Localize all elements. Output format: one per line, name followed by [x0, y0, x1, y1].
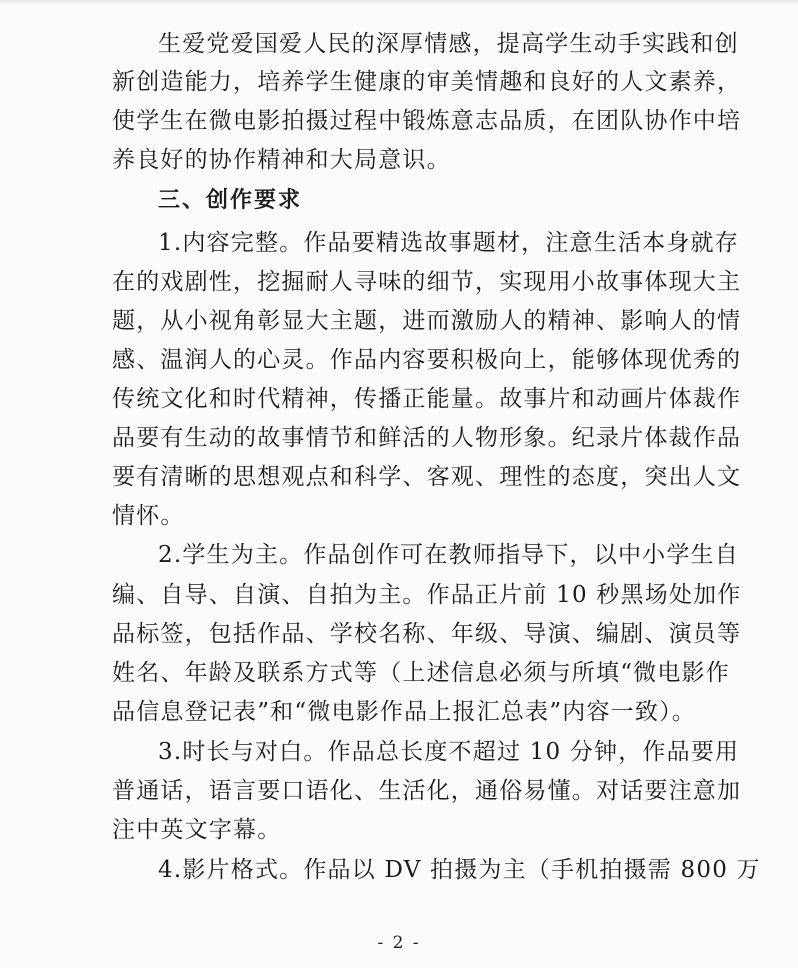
text-line: 2.学生为主。作品创作可在教师指导下，以中小学生自	[158, 542, 739, 568]
text-line: 品要有生动的故事情节和鲜活的人物形象。纪录片体裁作品	[112, 425, 742, 451]
text-line: 题，从小视角彰显大主题，进而激励人的精神、影响人的情	[112, 308, 742, 334]
text-line: 普通话，语言要口语化、生活化，通俗易懂。对话要注意加	[112, 778, 742, 804]
text-line: 情怀。	[112, 503, 185, 529]
text-line: 养良好的协作精神和大局意识。	[112, 147, 451, 173]
text-line: 品信息登记表”和“微电影作品上报汇总表”内容一致）。	[112, 699, 696, 725]
text-line: 在的戏剧性，挖掘耐人寻味的细节，实现用小故事体现大主	[112, 269, 742, 295]
text-line: 姓名、年龄及联系方式等（上述信息必须与所填“微电影作	[112, 660, 730, 686]
text-line: 传统文化和时代精神，传播正能量。故事片和动画片体裁作	[112, 386, 742, 412]
text-line: 使学生在微电影拍摄过程中锻炼意志品质，在团队协作中培	[112, 108, 742, 134]
text-line: 编、自导、自演、自拍为主。作品正片前 10 秒黑场处加作	[112, 582, 742, 608]
page-number: - 2 -	[377, 933, 421, 953]
scan-top-edge	[0, 0, 798, 6]
text-line: 4.影片格式。作品以 DV 拍摄为主（手机拍摄需 800 万	[158, 857, 761, 883]
text-line: 生爱党爱国爱人民的深厚情感，提高学生动手实践和创	[158, 31, 739, 57]
section-heading: 三、创作要求	[158, 188, 303, 213]
text-line: 感、温润人的心灵。作品内容要积极向上，能够体现优秀的	[112, 347, 742, 373]
text-line: 要有清晰的思想观点和科学、客观、理性的态度，突出人文	[112, 464, 742, 490]
text-line: 新创造能力，培养学生健康的审美情趣和良好的人文素养，	[112, 69, 742, 95]
text-line: 3.时长与对白。作品总长度不超过 10 分钟，作品要用	[158, 739, 740, 765]
text-line: 注中英文字幕。	[112, 817, 282, 843]
text-line: 品标签，包括作品、学校名称、年级、导演、编剧、演员等	[112, 621, 742, 647]
text-line: 1.内容完整。作品要精选故事题材，注意生活本身就存	[158, 230, 739, 256]
